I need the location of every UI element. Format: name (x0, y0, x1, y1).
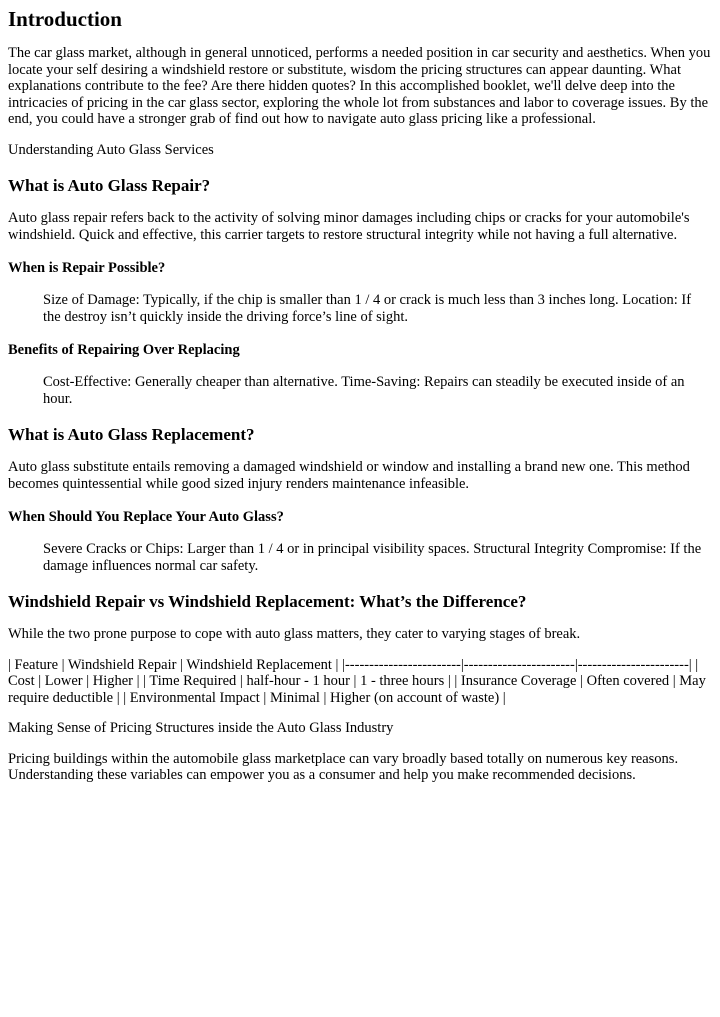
repair-possible-heading: When is Repair Possible? (8, 260, 166, 276)
intro-paragraph: The car glass market, although in general unnoticed, performs a needed position in car security and aesthetics. When you locate your self desiring a windshield restore or substitute, wisdom the pricing structures can appear daunting. What explanations contribute to the fee? Are there hidden quotes? In this accomplished booklet, we'll delve deep into the intricacies of pricing in the car glass sector, exploring the whole lot from substances and labor to coverage issues. By the end, you could have a stronger grab of find out how to navigate auto glass pricing like a professional. (8, 45, 711, 127)
repair-heading: What is Auto Glass Repair? (8, 176, 211, 195)
pricing-structures-text: Making Sense of Pricing Structures inside the Auto Glass Industry (8, 720, 394, 736)
benefits-quote: Cost-Effective: Generally cheaper than alternative. Time-Saving: Repairs can steadily be executed inside of an hour. (43, 374, 685, 407)
when-replace-heading: When Should You Replace Your Auto Glass? (8, 509, 284, 525)
repair-paragraph: Auto glass repair refers back to the activity of solving minor damages including chips or cracks for your automobile's windshield. Quick and effective, this carrier targets to restore structural integrity while not having a full alternative. (8, 210, 690, 243)
repair-possible-quote: Size of Damage: Typically, if the chip is smaller than 1 / 4 or crack is much less than 3 inches long. Location: If the destroy isn’t quickly inside the driving force’s line of sight. (43, 292, 692, 325)
vs-heading: Windshield Repair vs Windshield Replacement: What’s the Difference? (8, 592, 527, 611)
vs-paragraph: While the two prone purpose to cope with auto glass matters, they cater to varying stages of break. (8, 626, 581, 642)
benefits-heading: Benefits of Repairing Over Replacing (8, 342, 240, 358)
intro-heading: Introduction (8, 7, 122, 31)
replacement-paragraph: Auto glass substitute entails removing a damaged windshield or window and installing a brand new one. This method becomes quintessential while good sized injury renders maintenance infeasible. (8, 459, 690, 492)
comparison-table-text: | Feature | Windshield Repair | Windshield Replacement | |------------------------|-----------------------|-----------------------| | Cost | Lower | Higher | | Time Required | half-hour - 1 hour | 1 - three hours | | Insurance Coverage | Often covered | May require deductible | | Environmental Impact | Minimal | Higher (on account of waste) | (8, 656, 706, 706)
understanding-services-text: Understanding Auto Glass Services (8, 141, 214, 158)
pricing-paragraph: Pricing buildings within the automobile glass marketplace can vary broadly based totally on numerous key reasons. Understanding these variables can empower you as a consumer and help you make recommended decisions. (8, 750, 679, 783)
when-replace-quote: Severe Cracks or Chips: Larger than 1 / 4 or in principal visibility spaces. Structural Integrity Compromise: If the damage influences normal car safety. (43, 541, 702, 574)
replacement-heading: What is Auto Glass Replacement? (8, 425, 255, 444)
